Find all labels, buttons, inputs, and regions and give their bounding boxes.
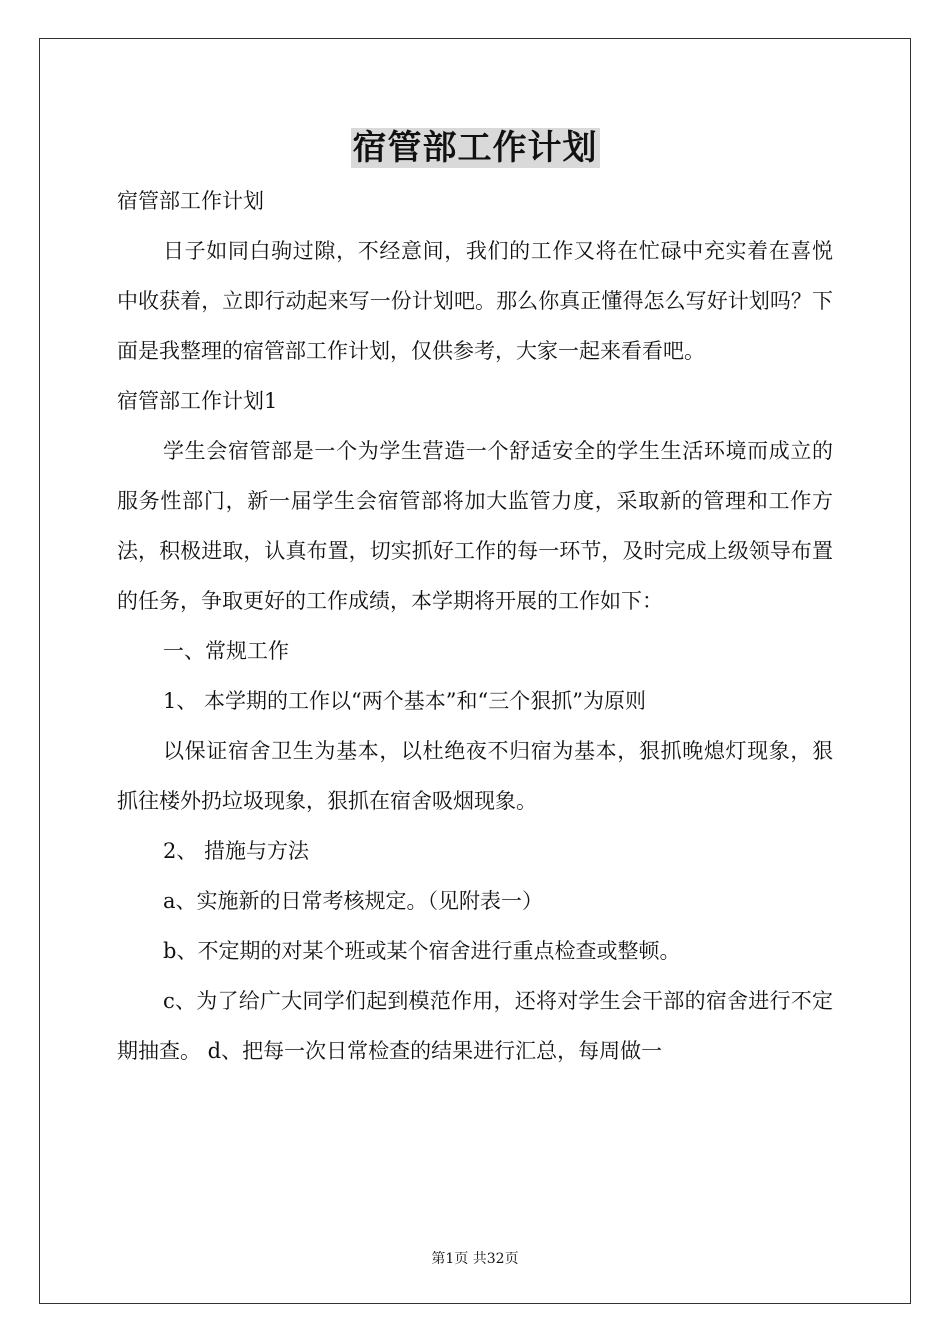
paragraph: 一、常规工作 [163,639,289,663]
paragraph: 宿管部工作计划1 [117,389,278,413]
paragraph: 学生会宿管部是一个为学生营造一个舒适安全的学生生活环境而成立的服务性部门，新一届学生会宿管部将加大监管力度，采取新的管理和工作方法，积极进取，认真布置，切实抓好工作的每一环节，及时完成上级领导布置的任务，争取更好的工作成绩，本学期将开展的工作如下： [117,439,833,613]
paragraph: c、为了给广大同学们起到模范作用，还将对学生会干部的宿舍进行不定期抽查。 d、把每一次日常检查的结果进行汇总，每周做一 [117,989,833,1063]
title-container [0,128,950,168]
page-footer: 第1页 共32页 [431,1251,519,1267]
paragraph: 2、 措施与方法 [163,839,310,863]
paragraph: 1、 本学期的工作以“两个基本”和“三个狠抓”为原则 [163,689,646,713]
paragraph: b、不定期的对某个班或某个宿舍进行重点检查或整顿。 [163,939,681,963]
paragraph: 日子如同白驹过隙，不经意间，我们的工作又将在忙碌中充实着在喜悦中收获着，立即行动起来写一份计划吧。那么你真正懂得怎么写好计划吗？下面是我整理的宿管部工作计划，仅供参考，大家一起来看看吧。 [117,239,833,363]
paragraph: 宿管部工作计划 [117,189,264,213]
paragraph: 以保证宿舍卫生为基本，以杜绝夜不归宿为基本，狠抓晚熄灯现象，狠抓往楼外扔垃圾现象，狠抓在宿舍吸烟现象。 [117,739,833,813]
document-title: 宿管部工作计划 [352,128,598,168]
paragraph: a、实施新的日常考核规定。（见附表一） [163,889,544,913]
document-body [117,176,833,1076]
